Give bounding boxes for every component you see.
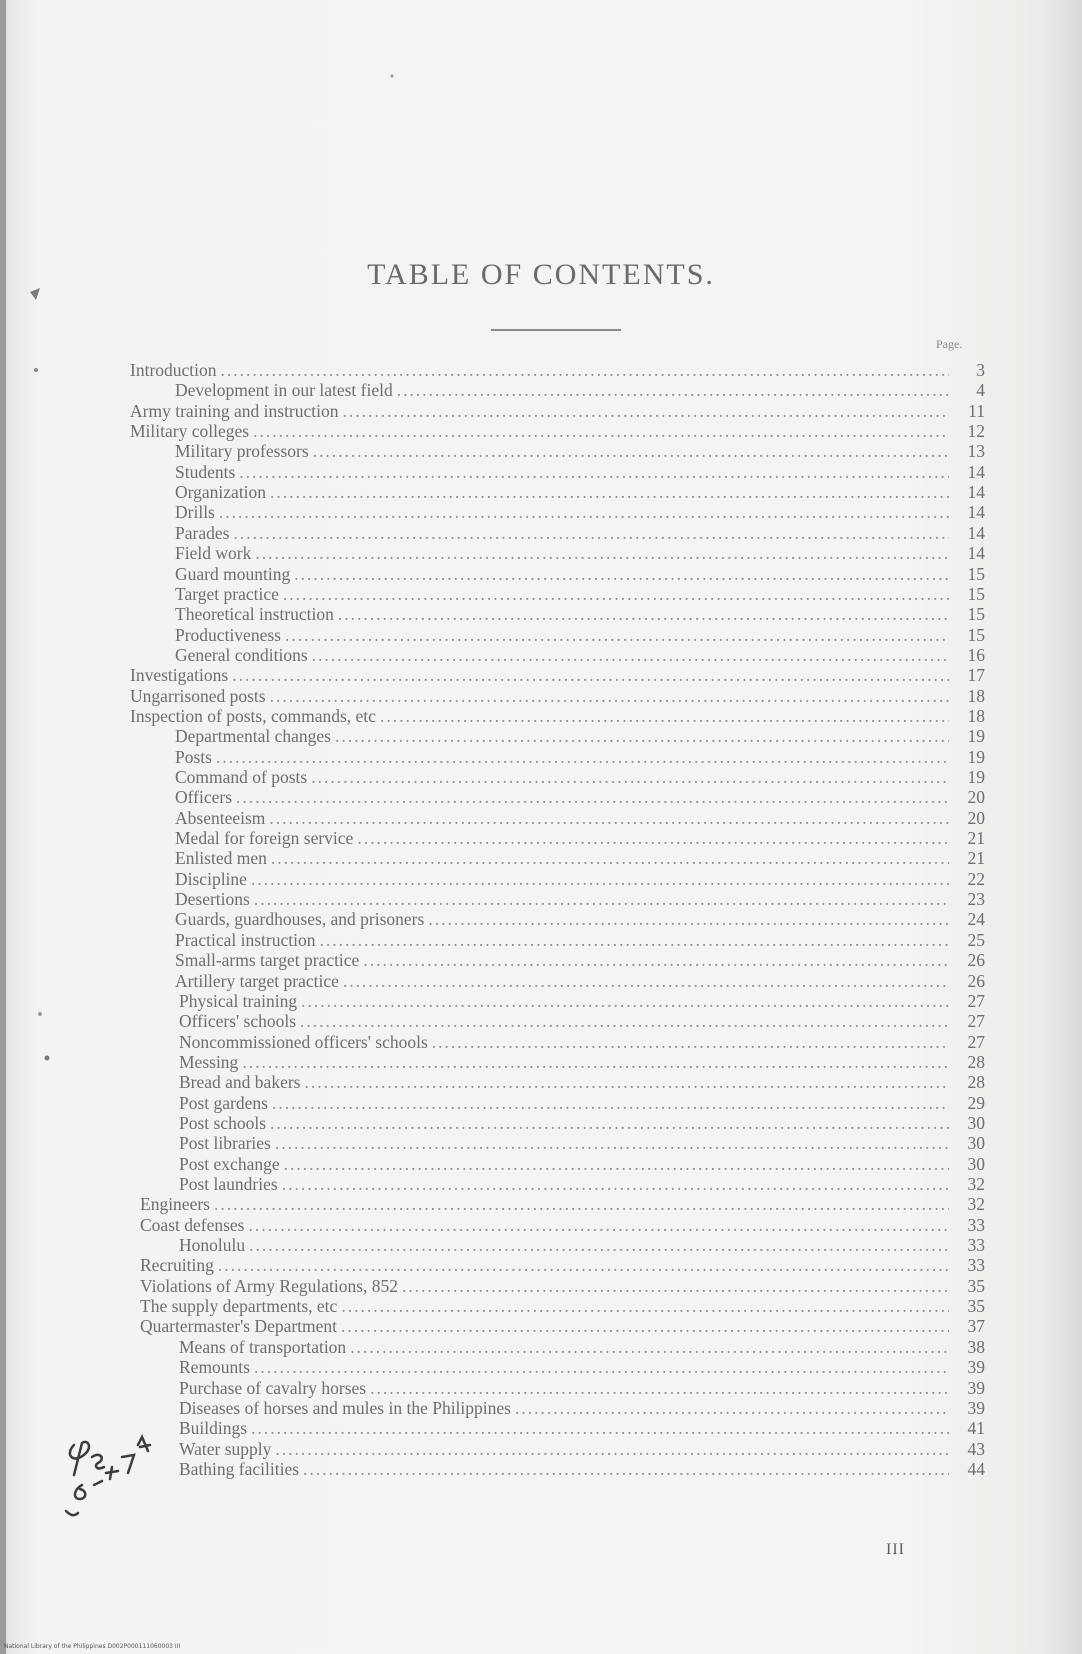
toc-entry-page: 21 xyxy=(967,848,985,869)
toc-entry xyxy=(175,502,985,524)
toc-entry-label: Bread and bakers xyxy=(179,1072,301,1093)
toc-entry-page: 29 xyxy=(967,1092,985,1113)
toc-entry xyxy=(140,1255,985,1277)
toc-entry-label: Noncommissioned officers' schools xyxy=(179,1031,428,1052)
toc-entry xyxy=(175,767,985,789)
toc-entry-page: 16 xyxy=(967,644,985,665)
toc-entry xyxy=(130,360,985,382)
toc-entry-page: 41 xyxy=(967,1418,985,1439)
dot-leader xyxy=(283,584,949,606)
toc-entry-label: Medal for foreign service xyxy=(175,828,354,849)
toc-entry-label: Theoretical instruction xyxy=(175,604,334,625)
page-title: TABLE OF CONTENTS. xyxy=(367,258,715,291)
toc-entry-label: Development in our latest field xyxy=(175,380,393,401)
toc-entry-label: Means of transportation xyxy=(179,1336,347,1357)
toc-entry-label: Bathing facilities xyxy=(179,1458,300,1479)
toc-entry-page: 32 xyxy=(967,1174,985,1194)
toc-entry-label: General conditions xyxy=(175,644,308,665)
toc-entry xyxy=(179,1093,985,1115)
toc-entry-label: Recruiting xyxy=(140,1255,214,1276)
dot-leader xyxy=(218,1255,949,1277)
toc-entry-page: 32 xyxy=(967,1194,985,1215)
dot-leader xyxy=(343,401,949,423)
toc-entry xyxy=(179,1113,985,1135)
toc-entry-page: 14 xyxy=(967,502,985,523)
toc-entry-page: 24 xyxy=(967,909,985,930)
scan-credit: National Library of the Philippines D002P000111060003 III xyxy=(4,1643,181,1650)
toc-entry-label: Military colleges xyxy=(130,421,250,442)
toc-entry xyxy=(140,1276,985,1298)
toc-entry-label: Physical training xyxy=(179,990,298,1011)
toc-entry xyxy=(179,1459,985,1481)
toc-entry-label: Departmental changes xyxy=(175,726,331,747)
dot-leader xyxy=(357,828,949,850)
dot-leader xyxy=(270,1113,949,1135)
toc-entry-label: Diseases of horses and mules in the Philippines xyxy=(179,1397,511,1418)
toc-entry-page: 39 xyxy=(967,1357,985,1378)
toc-entry-page: 27 xyxy=(967,1031,985,1052)
toc-entry xyxy=(179,1072,985,1094)
dot-leader xyxy=(341,1316,949,1338)
dot-leader xyxy=(269,808,949,830)
dot-leader xyxy=(285,625,949,647)
toc-entry-label: Absenteeism xyxy=(175,807,266,828)
dot-leader xyxy=(221,360,949,382)
dot-leader xyxy=(282,1174,949,1196)
toc-entry xyxy=(175,380,985,402)
toc-entry-label: Officers xyxy=(175,787,233,808)
dot-leader xyxy=(251,1418,949,1440)
dot-leader xyxy=(242,1052,949,1074)
toc-entry-label: Post libraries xyxy=(179,1133,271,1154)
toc-entry-page: 33 xyxy=(967,1214,985,1235)
toc-entry-label: Purchase of cavalry horses xyxy=(179,1377,367,1398)
dot-leader xyxy=(428,909,949,931)
toc-entry xyxy=(179,1337,985,1359)
toc-entry-page: 17 xyxy=(967,665,985,686)
toc-entry xyxy=(175,909,985,931)
toc-entry-page: 20 xyxy=(967,807,985,828)
toc-entry xyxy=(175,726,985,748)
dot-leader xyxy=(253,421,949,443)
toc-entry-label: Post laundries xyxy=(179,1174,278,1194)
toc-entry xyxy=(179,1032,985,1054)
toc-entry xyxy=(175,543,985,565)
dot-leader xyxy=(380,706,949,728)
toc-entry xyxy=(175,584,985,606)
toc-entry xyxy=(175,889,985,911)
dot-leader xyxy=(432,1032,949,1054)
toc-entry xyxy=(179,1235,985,1257)
toc-entry-label: Posts xyxy=(175,746,212,767)
toc-entry xyxy=(175,930,985,952)
toc-entry-page: 12 xyxy=(967,421,985,442)
dot-leader xyxy=(275,1133,949,1155)
toc-entry-label: Artillery target practice xyxy=(175,970,339,991)
dot-leader xyxy=(515,1398,949,1420)
dot-leader xyxy=(311,767,949,789)
dot-leader xyxy=(254,889,949,911)
toc-entry-label: Violations of Army Regulations, 852 xyxy=(140,1275,399,1296)
toc-entry xyxy=(175,971,985,993)
toc-entry xyxy=(179,1418,985,1440)
dot-leader xyxy=(397,380,949,402)
toc-entry xyxy=(179,1398,985,1420)
dot-leader xyxy=(232,665,949,687)
dot-leader xyxy=(233,523,949,545)
toc-entry-page: 39 xyxy=(967,1397,985,1418)
toc-entry-page: 19 xyxy=(967,726,985,747)
dot-leader xyxy=(402,1276,949,1298)
toc-entry-label: Organization xyxy=(175,482,267,503)
toc-entry-label: The supply departments, etc xyxy=(140,1296,338,1317)
toc-entry-label: Investigations xyxy=(130,665,229,686)
toc-entry-label: Water supply xyxy=(179,1438,272,1459)
toc-entry-label: Engineers xyxy=(140,1194,210,1215)
toc-entry xyxy=(175,808,985,830)
toc-entry xyxy=(175,787,985,809)
toc-entry-label: Messing xyxy=(179,1051,239,1072)
toc-entry-page: 19 xyxy=(967,746,985,767)
toc-entry-label: Students xyxy=(175,461,236,482)
toc-entry xyxy=(140,1215,985,1237)
toc-entry-page: 43 xyxy=(967,1438,985,1459)
toc-entry-page: 28 xyxy=(967,1051,985,1072)
toc-entry-label: Quartermaster's Department xyxy=(140,1316,338,1337)
toc-entry-page: 18 xyxy=(967,705,985,726)
toc-entry-page: 30 xyxy=(967,1112,985,1133)
toc-entry xyxy=(179,1378,985,1400)
dot-leader xyxy=(219,502,949,524)
toc-entry-label: Post exchange xyxy=(179,1153,280,1174)
toc-entry-label: Discipline xyxy=(175,868,247,889)
toc-entry-label: Guard mounting xyxy=(175,563,291,584)
toc-entry-label: Remounts xyxy=(179,1357,250,1378)
toc-entry-page: 11 xyxy=(968,400,985,421)
toc-entry xyxy=(140,1316,985,1338)
handwritten-initials-signature xyxy=(44,1415,164,1525)
dot-leader xyxy=(313,441,949,463)
toc-entry-page: 13 xyxy=(967,441,985,462)
toc-entry-label: Field work xyxy=(175,543,252,564)
toc-entry-page: 35 xyxy=(967,1296,985,1317)
toc-entry xyxy=(175,462,985,484)
toc-entry xyxy=(175,441,985,463)
dot-leader xyxy=(270,482,949,504)
toc-entry-label: Practical instruction xyxy=(175,929,316,950)
toc-entry-label: Command of posts xyxy=(175,767,308,787)
toc-entry xyxy=(179,1154,985,1176)
toc-entry-page: 35 xyxy=(967,1275,985,1296)
toc-entry-label: Military professors xyxy=(175,441,309,462)
toc-entry-label: Drills xyxy=(175,502,215,523)
toc-entry-page: 4 xyxy=(976,380,985,401)
dot-leader xyxy=(270,686,949,708)
toc-entry-label: Productiveness xyxy=(175,624,281,645)
toc-entry xyxy=(179,991,985,1013)
toc-entry xyxy=(179,1357,985,1379)
toc-entry xyxy=(175,950,985,972)
toc-entry xyxy=(140,1194,985,1216)
toc-entry-label: Small-arms target practice xyxy=(175,950,360,971)
toc-entry xyxy=(175,523,985,545)
toc-entry-label: Officers' schools xyxy=(179,1011,297,1032)
toc-entry-label: Post schools xyxy=(179,1112,267,1133)
toc-entry-page: 27 xyxy=(967,1011,985,1032)
page-folio: III xyxy=(886,1541,905,1558)
toc-entry-page: 15 xyxy=(967,624,985,645)
toc-entry xyxy=(130,401,985,423)
toc-entry-page: 28 xyxy=(967,1072,985,1093)
toc-entry-label: Ungarrisoned posts xyxy=(130,685,266,706)
toc-entry xyxy=(175,828,985,850)
handwritten-note xyxy=(44,1415,164,1529)
toc-entry-page: 14 xyxy=(967,522,985,543)
dot-leader xyxy=(341,1296,949,1318)
dot-leader xyxy=(254,1357,949,1379)
toc-entry-page: 22 xyxy=(967,868,985,889)
toc-entry xyxy=(179,1174,985,1196)
toc-entry-label: Desertions xyxy=(175,889,250,910)
toc-entry-page: 15 xyxy=(967,583,985,604)
toc-entry-page: 21 xyxy=(967,828,985,849)
dot-leader xyxy=(272,1093,949,1115)
dot-leader xyxy=(335,726,949,748)
toc-entry-page: 23 xyxy=(967,889,985,910)
dot-leader xyxy=(214,1194,949,1216)
toc-entry-page: 27 xyxy=(967,990,985,1011)
dot-leader xyxy=(319,930,949,952)
toc-entry-page: 15 xyxy=(967,604,985,625)
dot-leader xyxy=(236,787,949,809)
dot-leader xyxy=(303,1459,949,1481)
dot-leader xyxy=(301,991,949,1013)
dot-leader xyxy=(370,1378,949,1400)
toc-entry-page: 26 xyxy=(967,970,985,991)
toc-entry xyxy=(175,604,985,626)
toc-entry-page: 14 xyxy=(967,482,985,503)
dot-leader xyxy=(216,747,949,769)
toc-entry-page: 30 xyxy=(967,1133,985,1154)
toc-entry xyxy=(130,686,985,708)
toc-entry-label: Target practice xyxy=(175,583,279,604)
toc-entry xyxy=(175,645,985,667)
toc-entry-label: Inspection of posts, commands, etc xyxy=(130,705,376,726)
toc-entry xyxy=(140,1296,985,1318)
dot-leader xyxy=(300,1011,949,1033)
toc-entry-page: 25 xyxy=(967,929,985,950)
toc-entry-page: 33 xyxy=(967,1235,985,1256)
dot-leader xyxy=(350,1337,949,1359)
dot-leader xyxy=(255,543,949,565)
toc-entry-page: 33 xyxy=(967,1255,985,1276)
toc-entry-page: 38 xyxy=(967,1336,985,1357)
toc-entry-label: Army training and instruction xyxy=(130,400,339,421)
toc-entry xyxy=(175,564,985,586)
toc-entry-label: Post gardens xyxy=(179,1092,268,1113)
toc-entry xyxy=(130,421,985,443)
toc-entry xyxy=(130,706,985,728)
dot-leader xyxy=(294,564,949,586)
toc-entry-label: Introduction xyxy=(130,360,217,380)
toc-entry-page: 19 xyxy=(967,767,985,787)
toc-entry-label: Coast defenses xyxy=(140,1214,245,1235)
dot-leader xyxy=(312,645,949,667)
toc-entry xyxy=(175,625,985,647)
dot-leader xyxy=(343,971,949,993)
toc-entry-page: 15 xyxy=(967,563,985,584)
toc-entry-page: 39 xyxy=(967,1377,985,1398)
toc-entry-page: 30 xyxy=(967,1153,985,1174)
toc-entry xyxy=(130,665,985,687)
dot-leader xyxy=(239,462,949,484)
dot-leader xyxy=(249,1215,950,1237)
toc-entry xyxy=(179,1439,985,1461)
toc-entry-page: 20 xyxy=(967,787,985,808)
toc-entry-page: 14 xyxy=(967,461,985,482)
dot-leader xyxy=(249,1235,949,1257)
toc-entry-page: 26 xyxy=(967,950,985,971)
toc-entry xyxy=(179,1052,985,1074)
page-column-header: Page. xyxy=(936,337,963,351)
toc-entry-label: Guards, guardhouses, and prisoners xyxy=(175,909,425,930)
title-rule xyxy=(491,329,621,331)
dot-leader xyxy=(271,848,949,870)
toc-entry-label: Parades xyxy=(175,522,230,543)
toc-entry-page: 3 xyxy=(976,360,985,380)
toc-entry-label: Enlisted men xyxy=(175,848,267,869)
toc-entry-page: 44 xyxy=(967,1458,985,1479)
toc-entry xyxy=(175,848,985,870)
dot-leader xyxy=(363,950,949,972)
toc-entry-label: Honolulu xyxy=(179,1235,246,1256)
toc-entry-label: Buildings xyxy=(179,1418,248,1439)
toc-entry xyxy=(179,1133,985,1155)
dot-leader xyxy=(304,1072,949,1094)
toc-entry-page: 37 xyxy=(967,1316,985,1337)
toc-entry-page: 18 xyxy=(967,685,985,706)
dot-leader xyxy=(251,869,949,891)
toc-entry xyxy=(175,869,985,891)
dot-leader xyxy=(284,1154,949,1176)
toc-entry xyxy=(175,482,985,504)
toc-entry xyxy=(175,747,985,769)
dot-leader xyxy=(338,604,949,626)
toc-entry xyxy=(179,1011,985,1033)
toc-entry-page: 14 xyxy=(967,543,985,564)
dot-leader xyxy=(275,1439,949,1461)
